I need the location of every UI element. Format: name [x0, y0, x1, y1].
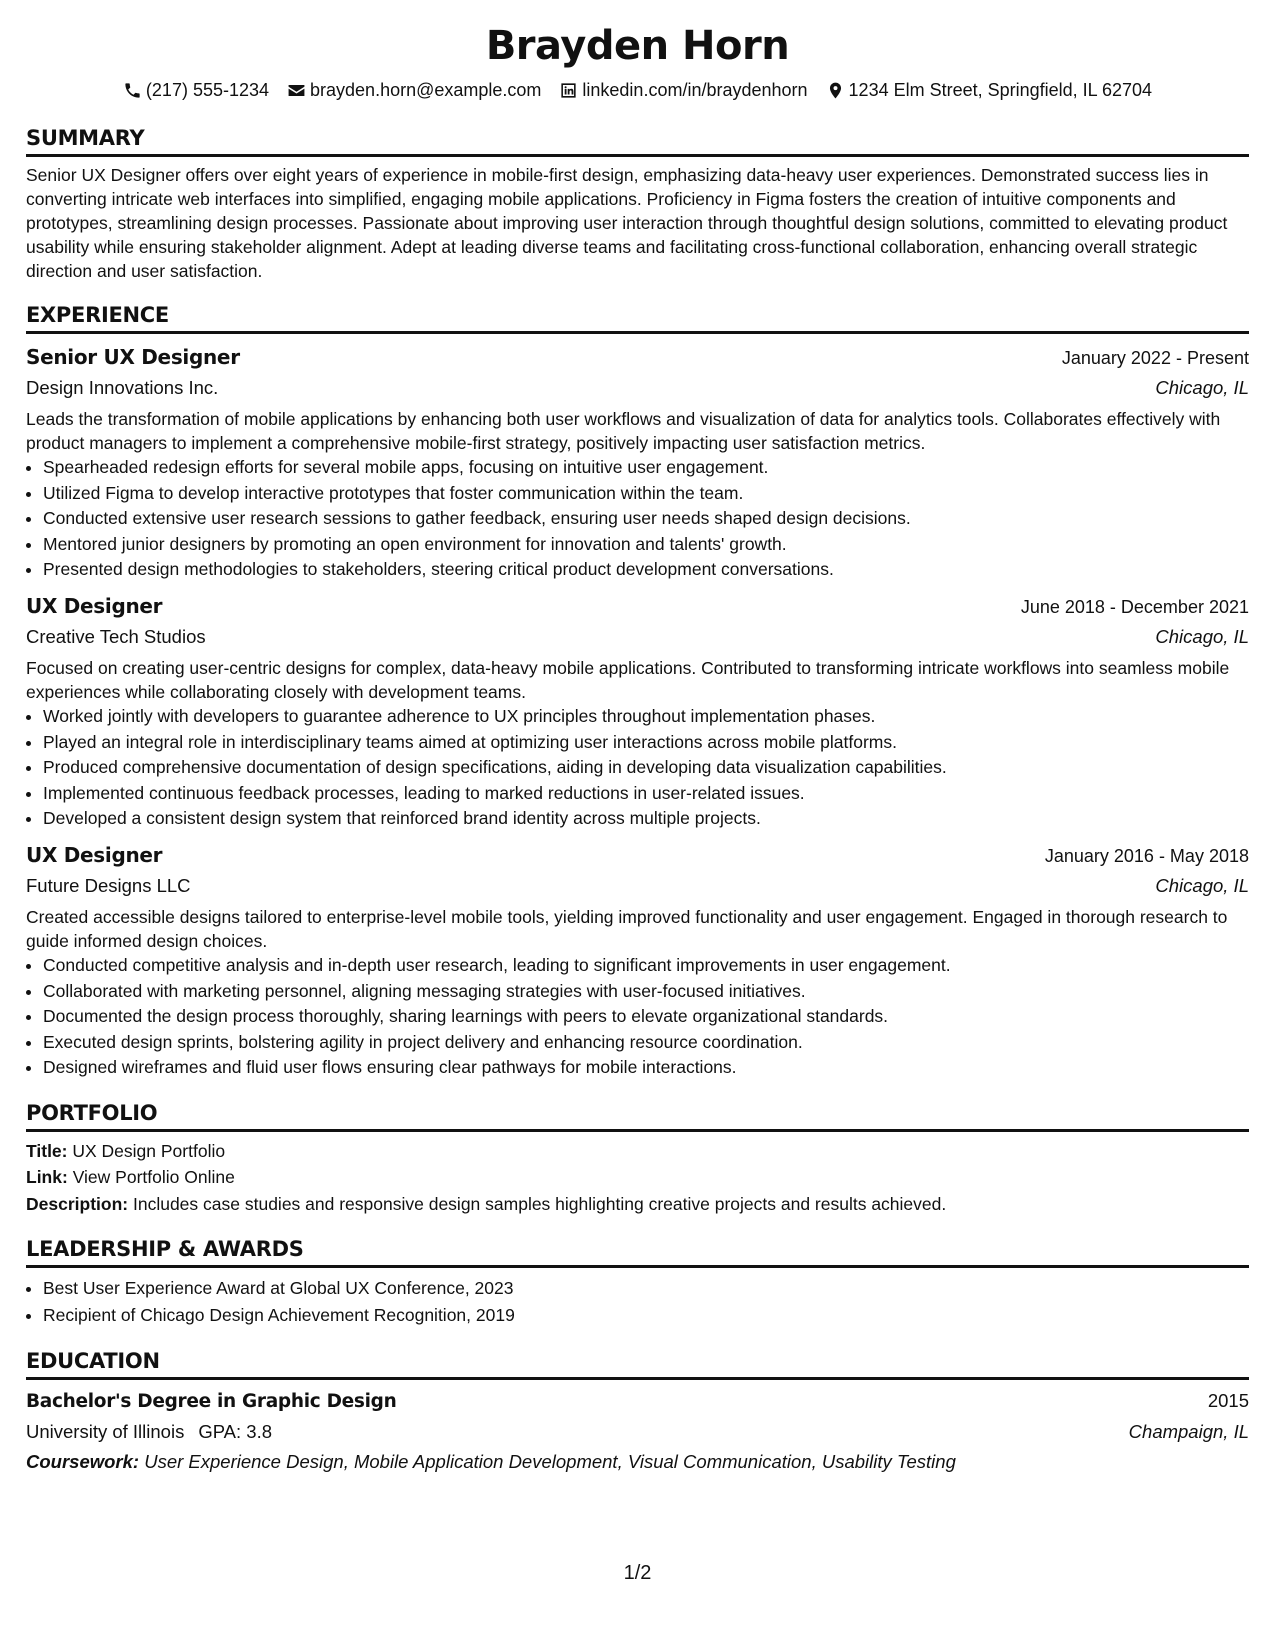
coursework-list: User Experience Design, Mobile Application Development, Visual Communication, Usability Testing — [144, 1451, 956, 1473]
contact-phone[interactable] — [123, 78, 269, 102]
list-item: • Collaborated with marketing personnel, aligning messaging strategies with user-focused initiatives. — [43, 979, 1249, 1005]
phone-icon — [123, 81, 142, 100]
portfolio-description-line — [26, 1191, 1249, 1218]
phone-number: (217) 555-1234 — [145, 80, 270, 100]
section-heading: EXPERIENCE — [26, 301, 1249, 334]
job-dates: June 2018 - December 2021 — [1020, 596, 1249, 617]
linkedin-url: linkedin.com/in/braydenhorn — [582, 80, 808, 100]
list-item: • Conducted competitive analysis and in-depth user research, leading to significant improvements in user engagement. — [43, 953, 1249, 979]
job-description: Focused on creating user-centric designs for complex, data-heavy mobile applications. Contributed to transforming intricate workflows into seamless mobile experiences while collaborating closely with development teams. — [26, 657, 1230, 702]
list-item: • Presented design methodologies to stakeholders, steering critical product development conversations. — [43, 557, 1249, 583]
job-title: Senior UX Designer — [26, 345, 240, 369]
list-item: • Designed wireframes and fluid user flows ensuring clear pathways for mobile interactions. — [43, 1055, 1249, 1081]
education-section — [26, 1347, 1249, 1477]
school-location: Champaign, IL — [1128, 1421, 1249, 1443]
job-bullets — [26, 455, 1249, 583]
list-item: • Utilized Figma to develop interactive prototypes that foster communication within the team. — [43, 481, 1249, 507]
summary-text: Senior UX Designer offers over eight years of experience in mobile-first design, emphasizing data-heavy user experiences. Demonstrated success lies in converting intricate web interfaces into simplified, engaging mobile applications. Proficiency in Figma fosters the creation of intuitive components and prototypes, streamlining design processes. Passionate about improving user interaction through thoughtful design solutions, committed to elevating product usability while ensuring stakeholder alignment. Adept at leading diverse teams and facilitating cross-functional collaboration, enhancing overall strategic direction and user satisfaction. — [26, 165, 1228, 281]
portfolio-description: Includes case studies and responsive design samples highlighting creative projects and results achieved. — [132, 1193, 947, 1214]
list-item: • Developed a consistent design system that reinforced brand identity across multiple projects. — [43, 806, 1249, 832]
portfolio-link-label: Link: — [26, 1167, 68, 1188]
contact-bar — [26, 78, 1249, 102]
job-location: Chicago, IL — [1155, 874, 1249, 896]
envelope-icon — [287, 81, 306, 100]
portfolio-title: UX Design Portfolio — [72, 1140, 226, 1161]
degree-name: Bachelor's Degree in Graphic Design — [26, 1391, 397, 1413]
school-name: University of Illinois — [26, 1421, 185, 1443]
job-title: UX Designer — [26, 842, 163, 867]
gpa: GPA: 3.8 — [198, 1421, 273, 1443]
list-item: • Conducted extensive user research sessions to gather feedback, ensuring user needs shaped design decisions. — [43, 506, 1249, 532]
job-entry — [26, 840, 1249, 1081]
job-description: Created accessible designs tailored to enterprise-level mobile tools, yielding improved functionality and user engagement. Engaged in thorough research to guide informed design choices. — [26, 906, 1228, 951]
list-item: • Implemented continuous feedback processes, leading to marked reductions in user-related issues. — [43, 781, 1249, 807]
job-entry — [26, 591, 1249, 832]
experience-section — [26, 301, 1249, 1081]
section-heading: LEADERSHIP & AWARDS — [26, 1235, 1249, 1268]
job-bullets — [26, 953, 1249, 1081]
portfolio-title-label: Title: — [26, 1140, 68, 1161]
job-bullets — [26, 704, 1249, 832]
section-heading: PORTFOLIO — [26, 1099, 1249, 1132]
candidate-name: Brayden Horn — [485, 23, 790, 69]
list-item: • Best User Experience Award at Global UX Conference, 2023 — [43, 1275, 1249, 1302]
company-name: Creative Tech Studios — [26, 625, 206, 647]
list-item: • Worked jointly with developers to guarantee adherence to UX principles throughout implementation phases. — [43, 704, 1249, 730]
job-dates: January 2016 - May 2018 — [1044, 845, 1249, 866]
portfolio-description-label: Description: — [26, 1193, 129, 1214]
company-name: Design Innovations Inc. — [26, 377, 219, 398]
contact-linkedin[interactable] — [559, 78, 807, 102]
section-heading: SUMMARY — [26, 124, 1249, 157]
portfolio-title-line — [26, 1138, 1249, 1165]
list-item: • Recipient of Chicago Design Achievement Recognition, 2019 — [43, 1302, 1249, 1329]
awards-section — [26, 1235, 1249, 1329]
coursework-line — [26, 1447, 1249, 1477]
coursework-label: Coursework: — [26, 1451, 140, 1473]
linkedin-icon — [559, 81, 578, 100]
location-pin-icon — [826, 81, 845, 100]
portfolio-link-line — [26, 1164, 1249, 1191]
page-number: 1/2 — [623, 1562, 652, 1584]
portfolio-link[interactable]: View Portfolio Online — [72, 1167, 235, 1188]
job-dates: January 2022 - Present — [1061, 348, 1249, 368]
job-description: Leads the transformation of mobile applications by enhancing both user workflows and visualization of data for analytics tools. Collaborates effectively with product managers to implement a comprehensive mobile-first strategy, positively impacting user satisfaction metrics. — [26, 409, 1221, 453]
job-entry — [26, 342, 1249, 583]
list-item: • Produced comprehensive documentation of design specifications, aiding in developing data visualization capabilities. — [43, 755, 1249, 781]
job-location: Chicago, IL — [1155, 377, 1249, 398]
list-item: • Played an integral role in interdisciplinary teams aimed at optimizing user interactions across mobile platforms. — [43, 730, 1249, 756]
job-title: UX Designer — [26, 593, 163, 618]
job-location: Chicago, IL — [1155, 625, 1249, 647]
contact-address — [826, 78, 1153, 102]
list-item: • Mentored junior designers by promoting an open environment for innovation and talents' growth. — [43, 532, 1249, 558]
list-item: • Spearheaded redesign efforts for several mobile apps, focusing on intuitive user engagement. — [43, 455, 1249, 481]
list-item: • Documented the design process thoroughly, sharing learnings with peers to elevate organizational standards. — [43, 1004, 1249, 1030]
contact-email[interactable] — [287, 78, 541, 102]
email-address: brayden.horn@example.com — [310, 80, 542, 100]
graduation-year: 2015 — [1207, 1390, 1249, 1412]
awards-list — [26, 1275, 1249, 1329]
school-line — [26, 1418, 272, 1446]
address-text: 1234 Elm Street, Springfield, IL 62704 — [848, 80, 1153, 100]
summary-section — [26, 124, 1249, 283]
company-name: Future Designs LLC — [26, 874, 191, 896]
list-item: • Executed design sprints, bolstering agility in project delivery and enhancing resource coordination. — [43, 1030, 1249, 1056]
portfolio-section — [26, 1099, 1249, 1218]
section-heading: EDUCATION — [26, 1347, 1249, 1380]
